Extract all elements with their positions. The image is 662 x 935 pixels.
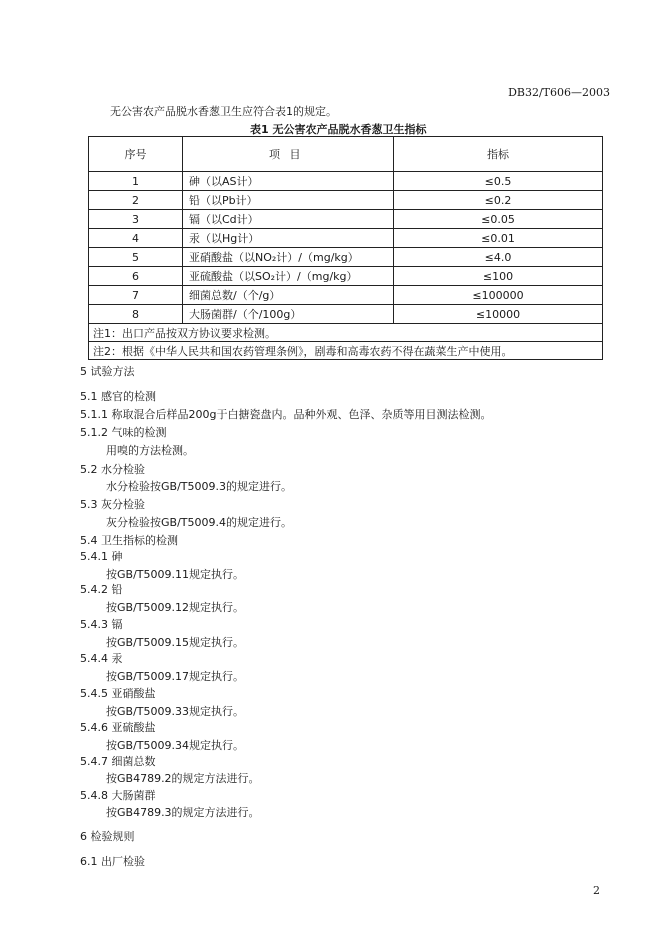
table-row [89, 191, 603, 210]
row-serial: 6 [89, 267, 183, 286]
body-paragraph: 按GB/T5009.17规定执行。 [106, 670, 244, 683]
section-heading: 5.4.3 镉 [80, 618, 123, 631]
table-caption: 表1 无公害农产品脱水香葱卫生指标 [250, 123, 427, 136]
section-heading: 5.4.8 大肠菌群 [80, 789, 156, 802]
row-item: 亚硝酸盐（以NO₂计）/（mg/kg） [183, 248, 394, 267]
section-heading: 5.2 水分检验 [80, 463, 145, 476]
row-indicator: ≤10000 [394, 305, 603, 324]
header-indicator: 指标 [394, 137, 603, 172]
body-paragraph: 按GB4789.3的规定方法进行。 [106, 806, 260, 819]
table-row [89, 248, 603, 267]
table-row [89, 305, 603, 324]
row-serial: 5 [89, 248, 183, 267]
table-note: 注2：根据《中华人民共和国农药管理条例》，剧毒和高毒农药不得在蔬菜生产中使用。 [89, 342, 603, 360]
row-serial: 2 [89, 191, 183, 210]
row-indicator: ≤0.2 [394, 191, 603, 210]
body-paragraph: 按GB/T5009.15规定执行。 [106, 636, 244, 649]
row-indicator: ≤0.5 [394, 172, 603, 191]
body-paragraph: 按GB/T5009.33规定执行。 [106, 705, 244, 718]
row-item: 汞（以Hg计） [183, 229, 394, 248]
table-row [89, 286, 603, 305]
body-paragraph: 按GB/T5009.34规定执行。 [106, 739, 244, 752]
row-indicator: ≤0.01 [394, 229, 603, 248]
table-row [89, 172, 603, 191]
section-heading: 6.1 出厂检验 [80, 855, 145, 868]
section-heading: 5.4.2 铅 [80, 583, 123, 596]
section-heading: 5.4.7 细菌总数 [80, 755, 156, 768]
body-paragraph: 按GB/T5009.11规定执行。 [106, 568, 244, 581]
body-paragraph: 灰分检验按GB/T5009.4的规定进行。 [106, 516, 292, 529]
body-paragraph: 按GB/T5009.12规定执行。 [106, 601, 244, 614]
standard-number: DB32/T606—2003 [508, 86, 610, 99]
row-item: 大肠菌群/（个/100g） [183, 305, 394, 324]
row-item: 亚硫酸盐（以SO₂计）/（mg/kg） [183, 267, 394, 286]
row-serial: 1 [89, 172, 183, 191]
section-heading: 5.3 灰分检验 [80, 498, 145, 511]
row-item: 镉（以Cd计） [183, 210, 394, 229]
intro-paragraph: 无公害农产品脱水香葱卫生应符合表1的规定。 [110, 105, 337, 118]
section-heading: 5.4.4 汞 [80, 652, 123, 665]
row-serial: 7 [89, 286, 183, 305]
row-indicator: ≤100 [394, 267, 603, 286]
row-item: 铅（以Pb计） [183, 191, 394, 210]
page-number: 2 [593, 884, 600, 897]
row-item: 砷（以AS计） [183, 172, 394, 191]
table-header-row [89, 137, 603, 172]
body-paragraph: 用嗅的方法检测。 [106, 444, 194, 457]
row-indicator: ≤0.05 [394, 210, 603, 229]
body-paragraph: 水分检验按GB/T5009.3的规定进行。 [106, 480, 292, 493]
row-indicator: ≤100000 [394, 286, 603, 305]
table-note: 注1：出口产品按双方协议要求检测。 [89, 324, 603, 342]
table-row [89, 210, 603, 229]
section-heading: 5.1.2 气味的检测 [80, 426, 167, 439]
hygiene-table [88, 136, 603, 360]
table-note-row [89, 342, 603, 360]
section-heading: 5.1 感官的检测 [80, 390, 156, 403]
table-row [89, 267, 603, 286]
header-item: 项 目 [183, 137, 394, 172]
section-heading: 5.4.1 砷 [80, 550, 123, 563]
row-serial: 3 [89, 210, 183, 229]
row-serial: 8 [89, 305, 183, 324]
section-heading: 5 试验方法 [80, 365, 135, 378]
table-note-row [89, 324, 603, 342]
section-heading: 6 检验规则 [80, 830, 135, 843]
body-paragraph: 按GB4789.2的规定方法进行。 [106, 772, 260, 785]
section-heading: 5.4 卫生指标的检测 [80, 534, 178, 547]
row-serial: 4 [89, 229, 183, 248]
section-heading: 5.4.6 亚硫酸盐 [80, 721, 156, 734]
row-indicator: ≤4.0 [394, 248, 603, 267]
header-serial: 序号 [89, 137, 183, 172]
section-heading: 5.4.5 亚硝酸盐 [80, 687, 156, 700]
table-row [89, 229, 603, 248]
section-heading: 5.1.1 称取混合后样品200g于白搪瓷盘内。品种外观、色泽、杂质等用目测法检测。 [80, 408, 492, 421]
row-item: 细菌总数/（个/g） [183, 286, 394, 305]
